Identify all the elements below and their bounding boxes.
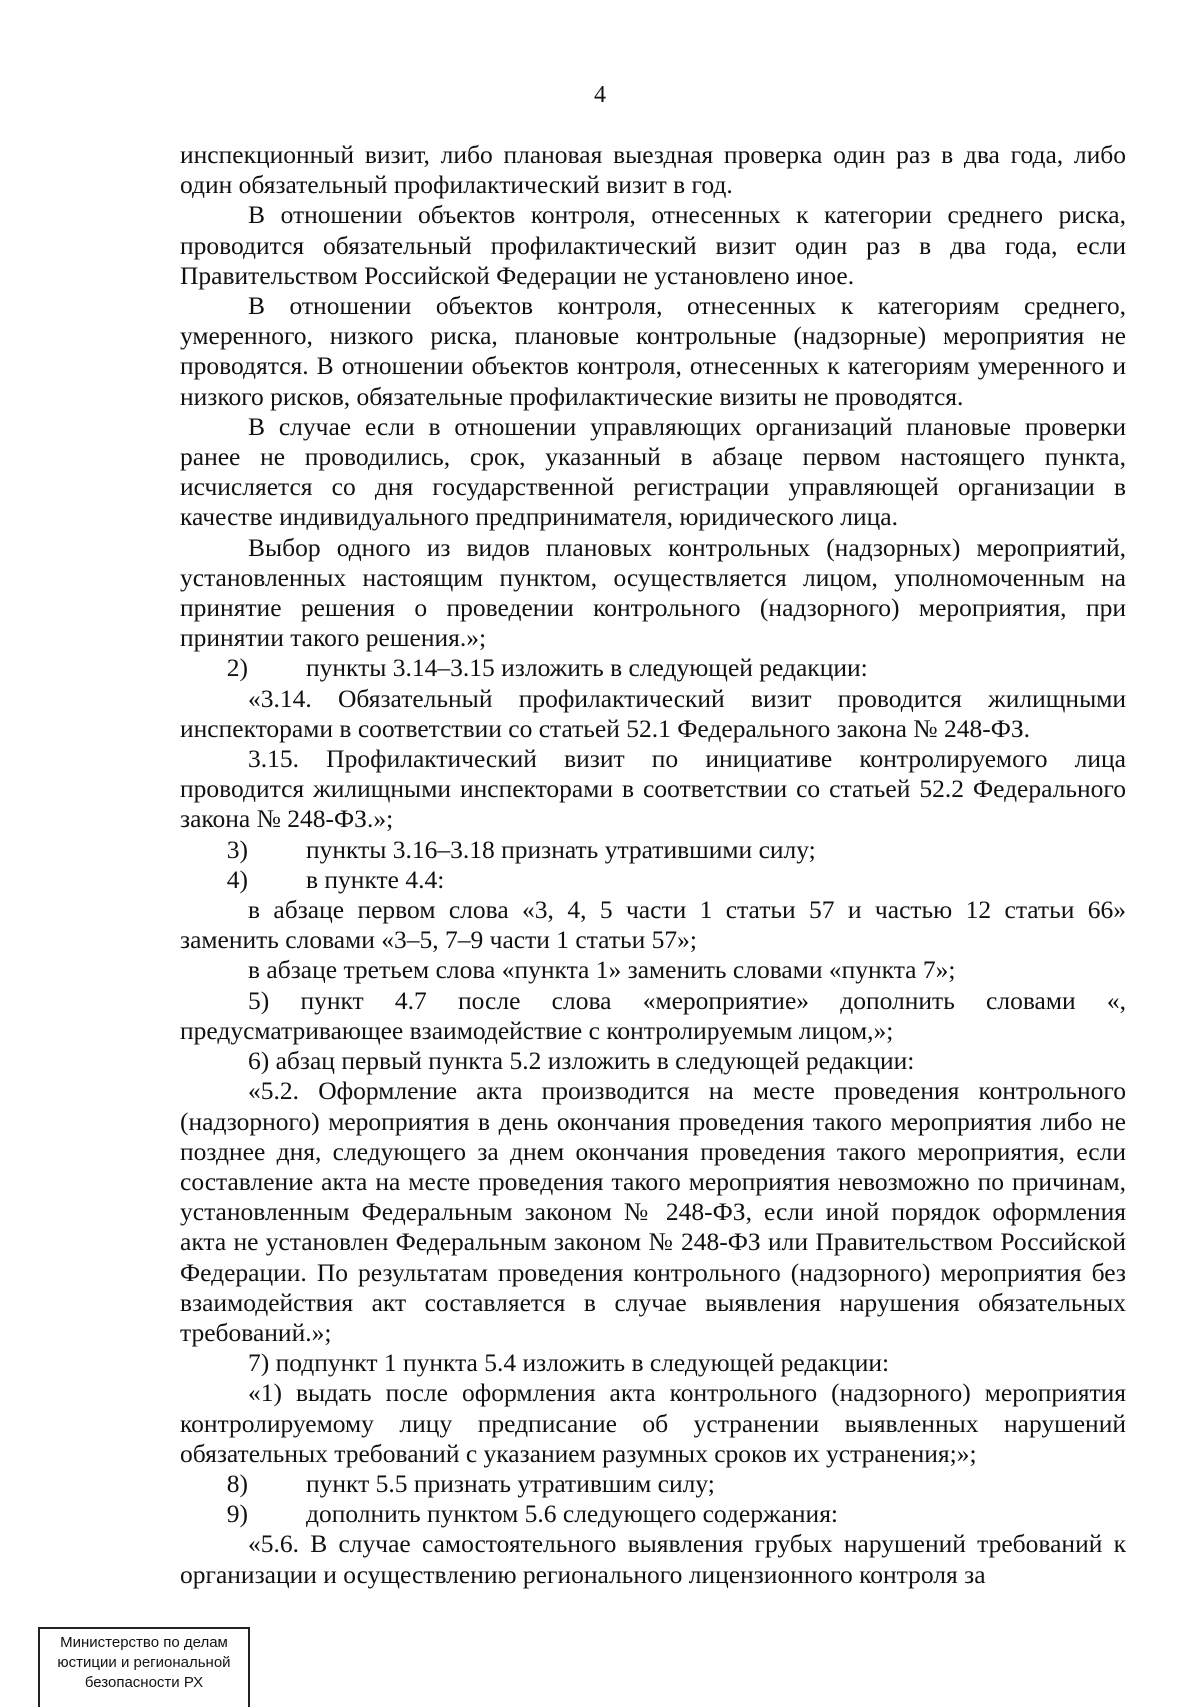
paragraph: 6) абзац первый пункта 5.2 изложить в следующей редакции: (248, 1046, 915, 1076)
list-item (180, 653, 1126, 683)
list-item-number: 2) (226, 653, 248, 683)
paragraph: инспекционный визит, либо плановая выездная проверка один раз в два года, либо один обязательный профилактический визит в год. (180, 140, 1126, 200)
paragraph: 5) пункт 4.7 после слова «мероприятие» дополнить словами «, предусматривающее взаимодействие с контролируемым лицом,»; (180, 985, 1126, 1045)
list-item-text: пункты 3.14–3.15 изложить в следующей редакции: (306, 653, 868, 683)
list-item-text: в пункте 4.4: (306, 864, 445, 894)
document-body (180, 140, 1126, 1590)
paragraph: 7) подпункт 1 пункта 5.4 изложить в следующей редакции: (248, 1348, 890, 1378)
stamp-line-3: безопасности РХ (84, 1674, 204, 1691)
stamp-line-2: юстиции и региональной (57, 1654, 231, 1671)
list-item-text: пункты 3.16–3.18 признать утратившими силу; (306, 834, 816, 864)
paragraph: В отношении объектов контроля, отнесенных к категории среднего риска, проводится обязательный профилактический визит один раз в два года, если Правительством Российской Федерации не установлено иное. (180, 200, 1126, 290)
paragraph: «5.2. Оформление акта производится на месте проведения контрольного (надзорного) мероприятия в день окончания проведения такого мероприятия либо не позднее дня, следующего за днем окончания проведения такого мероприятия, если составление акта на месте проведения такого мероприятия невозможно по причинам, установленным Федеральным законом № 248-ФЗ, если иной порядок оформления акта не установлен Федеральным законом № 248-ФЗ или Правительством Российской Федерации. По результатам проведения контрольного (надзорного) мероприятия без взаимодействия акт составляется в случае выявления нарушения обязательных требований.»; (180, 1076, 1126, 1347)
list-item-number: 9) (226, 1499, 248, 1529)
paragraph: в абзаце первом слова «3, 4, 5 части 1 статьи 57 и частью 12 статьи 66» заменить словами «3–5, 7–9 части 1 статьи 57»; (180, 895, 1126, 955)
list-item-text: пункт 5.5 признать утратившим силу; (306, 1468, 715, 1498)
list-item (180, 1469, 1126, 1499)
list-item-number: 8) (226, 1468, 248, 1498)
list-item (180, 1499, 1126, 1529)
paragraph: 3.15. Профилактический визит по инициативе контролируемого лица проводится жилищными инспекторами в соответствии со статьей 52.2 Федерального закона № 248-ФЗ.»; (180, 744, 1126, 834)
paragraph: В случае если в отношении управляющих организаций плановые проверки ранее не проводились, срок, указанный в абзаце первом настоящего пункта, исчисляется со дня государственной регистрации управляющей организации в качестве индивидуального предпринимателя, юридического лица. (180, 411, 1126, 532)
paragraph: В отношении объектов контроля, отнесенных к категориям среднего, умеренного, низкого риска, плановые контрольные (надзорные) мероприятия не проводятся. В отношении объектов контроля, отнесенных к категориям умеренного и низкого рисков, обязательные профилактические визиты не проводятся. (180, 291, 1126, 411)
registration-stamp (38, 1627, 250, 1707)
stamp-line-1: Министерство по делам (60, 1634, 228, 1651)
paragraph: «3.14. Обязательный профилактический визит проводится жилищными инспекторами в соответствии со статьей 52.1 Федерального закона № 248-ФЗ. (180, 683, 1126, 743)
paragraph: Выбор одного из видов плановых контрольных (надзорных) мероприятий, установленных настоящим пунктом, осуществляется лицом, уполномоченным на принятие решения о проведении контрольного (надзорного) мероприятия, при принятии такого решения.»; (180, 532, 1126, 653)
list-item-text: дополнить пунктом 5.6 следующего содержания: (306, 1499, 839, 1529)
paragraph: «1) выдать после оформления акта контрольного (надзорного) мероприятия контролируемому лицу предписание об устранении выявленных нарушений обязательных требований с указанием разумных сроков их устранения;»; (180, 1378, 1126, 1468)
paragraph: в абзаце третьем слова «пункта 1» заменить словами «пункта 7»; (248, 955, 956, 985)
list-item (180, 835, 1126, 865)
paragraph: «5.6. В случае самостоятельного выявления грубых нарушений требований к организации и осуществлению регионального лицензионного контроля за (180, 1529, 1126, 1589)
list-item-number: 3) (226, 834, 248, 864)
list-item-number: 4) (226, 864, 248, 894)
page-number: 4 (594, 82, 606, 108)
list-item (180, 865, 1126, 895)
